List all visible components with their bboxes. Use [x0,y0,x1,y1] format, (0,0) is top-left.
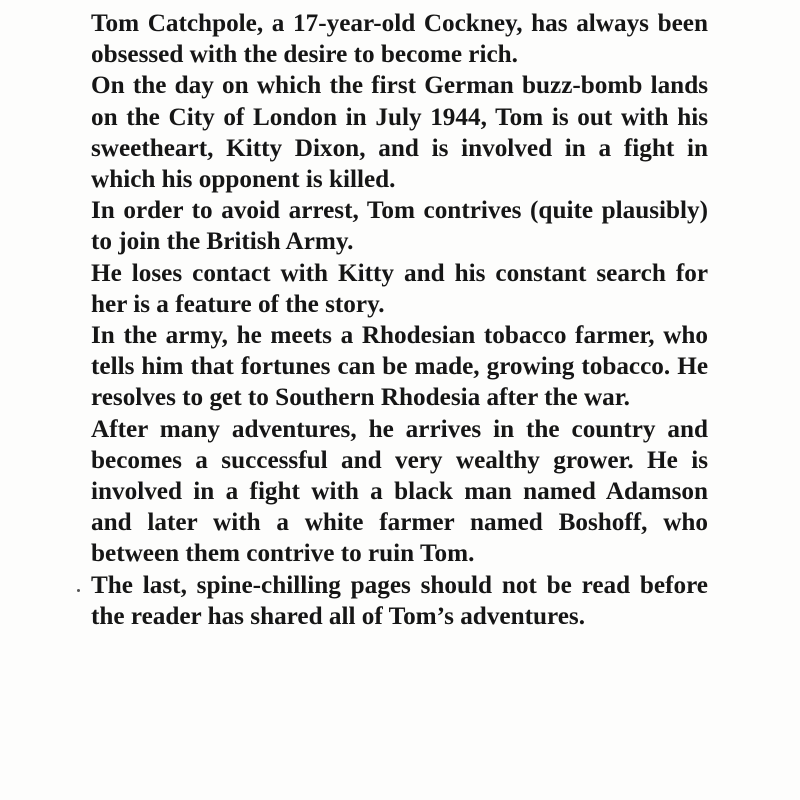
paragraph-tobacco: In the army, he meets a Rhodesian tobacco farmer, who tells him that fortunes can be made, growing tobacco. He resolves to get to Southern Rhodesia after the war. [91,322,708,412]
paragraph-ending: The last, spine-chilling pages should not be read before the reader has shared all of Tom’s adventures. [91,571,708,630]
paragraph-rhodesia: After many adventures, he arrives in the country and becomes a successful and very wealthy grower. He is involved in a fight with a black man named Adamson and later with a white farmer named Boshoff, who between them contrive to ruin Tom. [91,415,708,568]
scan-speck [77,589,80,592]
paragraph-army: In order to avoid arrest, Tom contrives (quite plausibly) to join the British Army. [91,197,708,256]
synopsis-text [91,8,708,632]
paragraph-kitty: He loses contact with Kitty and his constant search for her is a feature of the story. [91,259,708,318]
paragraph-buzz-bomb: On the day on which the first German buzz-bomb lands on the City of London in July 1944, Tom is out with his sweetheart, Kitty Dixon, and is involved in a fight in which his opponent is killed. [91,72,708,194]
paragraph-intro: Tom Catchpole, a 17-year-old Cockney, has always been obsessed with the desire to become rich. [91,10,708,69]
